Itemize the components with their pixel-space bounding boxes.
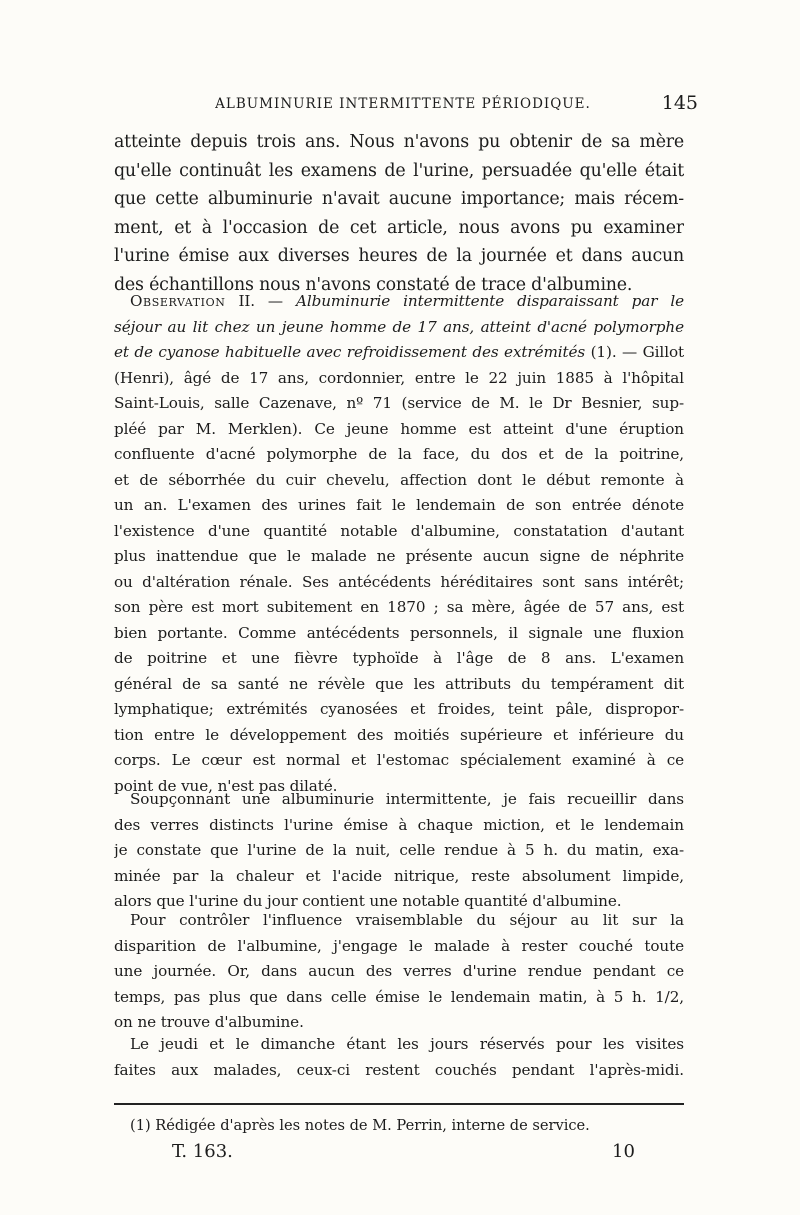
paragraph <box>114 787 684 915</box>
paragraph-continuation <box>114 128 684 299</box>
text-line: Pour contrôler l'influence vraisemblable du séjour au lit sur la <box>130 911 684 929</box>
observation-label: Observation <box>130 292 226 310</box>
text-line: Le jeudi et le dimanche étant les jours réservés pour les visites <box>130 1035 684 1053</box>
text-line: atteinte depuis trois ans. Nous n'avons pu obtenir de sa mère <box>114 132 684 152</box>
text-line: Soupçonnant une albuminurie intermittente, je fais recueillir dans <box>130 790 684 808</box>
text-line: des verres distincts l'urine émise à chaque miction, et le lendemain <box>114 815 684 834</box>
text-line: l'existence d'une quantité notable d'albumine, constatation d'autant <box>114 521 684 540</box>
observation-heading <box>114 289 684 315</box>
text-line: plus inattendue que le malade ne présente aucun signe de néphrite <box>114 547 684 565</box>
text-line: l'urine émise aux diverses heures de la journée et dans aucun <box>114 246 684 266</box>
text-line: lymphatique; extrémités cyanosées et froides, teint pâle, dispropor- <box>114 700 684 718</box>
text-line: tion entre le développement des moitiés supérieure et inférieure du <box>114 725 684 744</box>
text-line: une journée. Or, dans aucun des verres d'urine rendue pendant ce <box>114 962 684 980</box>
text-line: corps. Le cœur est normal et l'estomac spécialement examiné à ce <box>114 751 684 769</box>
text-line: point de vue, n'est pas dilaté. <box>114 776 338 795</box>
observation-title-italic: et de cyanose habituelle avec refroidissement des extrémités <box>114 343 586 361</box>
paragraph <box>114 1032 684 1083</box>
text-line: pléé par M. Merklen). Ce jeune homme est atteint d'une éruption <box>114 419 684 438</box>
text-line: alors que l'urine du jour contient une notable quantité d'albumine. <box>114 892 622 910</box>
text-line: que cette albuminurie n'avait aucune importance; mais récem- <box>114 189 684 209</box>
text-line: minée par la chaleur et l'acide nitrique, reste absolument limpide, <box>114 866 684 885</box>
text-line: et de séborrhée du cuir chevelu, affection dont le début remonte à <box>114 470 684 489</box>
text-line: de poitrine et une fièvre typhoïde à l'âge de 8 ans. L'examen <box>114 649 684 667</box>
page-number: 145 <box>661 92 698 114</box>
running-title: ALBUMINURIE INTERMITTENTE PÉRIODIQUE. <box>215 96 591 112</box>
observation-number: II. — <box>225 292 296 310</box>
observation-section <box>114 289 684 799</box>
observation-title-line <box>114 340 684 366</box>
paragraph <box>114 908 684 1036</box>
text-line: (Henri), âgé de 17 ans, cordonnier, entre le 22 juin 1885 à l'hôpital <box>114 368 684 387</box>
text-line: bien portante. Comme antécédents personnels, il signale une fluxion <box>114 623 684 642</box>
footnote-rule <box>114 1103 684 1105</box>
text-line: général de sa santé ne révèle que les attributs du tempérament dit <box>114 674 684 693</box>
observation-title-rest: (1). — Gillot <box>585 343 684 361</box>
text-line: des échantillons nous n'avons constaté de trace d'albumine. <box>114 274 633 295</box>
text-line: disparition de l'albumine, j'engage le malade à rester couché toute <box>114 936 684 955</box>
text-line: Saint-Louis, salle Cazenave, nº 71 (service de M. le Dr Besnier, sup- <box>114 394 684 412</box>
observation-title: Albuminurie intermittente disparaissant par le <box>296 292 684 310</box>
footnote: (1) Rédigée d'après les notes de M. Perrin, interne de service. <box>130 1117 590 1134</box>
text-line: ment, et à l'occasion de cet article, nous avons pu examiner <box>114 217 684 238</box>
text-line: je constate que l'urine de la nuit, celle rendue à 5 h. du matin, exa- <box>114 841 684 859</box>
text-line: confluente d'acné polymorphe de la face, du dos et de la poitrine, <box>114 445 684 463</box>
observation-title-line: séjour au lit chez un jeune homme de 17 ans, atteint d'acné polymorphe <box>114 317 684 336</box>
running-header <box>108 94 698 116</box>
text-line: son père est mort subitement en 1870 ; sa mère, âgée de 57 ans, est <box>114 598 684 616</box>
text-line: un an. L'examen des urines fait le lendemain de son entrée dénote <box>114 496 684 514</box>
text-line: on ne trouve d'albumine. <box>114 1013 304 1031</box>
volume-signature: T. 163. <box>172 1141 233 1162</box>
sheet-signature: 10 <box>612 1141 635 1162</box>
text-line: qu'elle continuât les examens de l'urine, persuadée qu'elle était <box>114 160 684 181</box>
text-line: temps, pas plus que dans celle émise le lendemain matin, à 5 h. 1/2, <box>114 987 684 1006</box>
text-line: ou d'altération rénale. Ses antécédents héréditaires sont sans intérêt; <box>114 572 684 591</box>
text-line: faites aux malades, ceux-ci restent couchés pendant l'après-midi. <box>114 1060 684 1079</box>
